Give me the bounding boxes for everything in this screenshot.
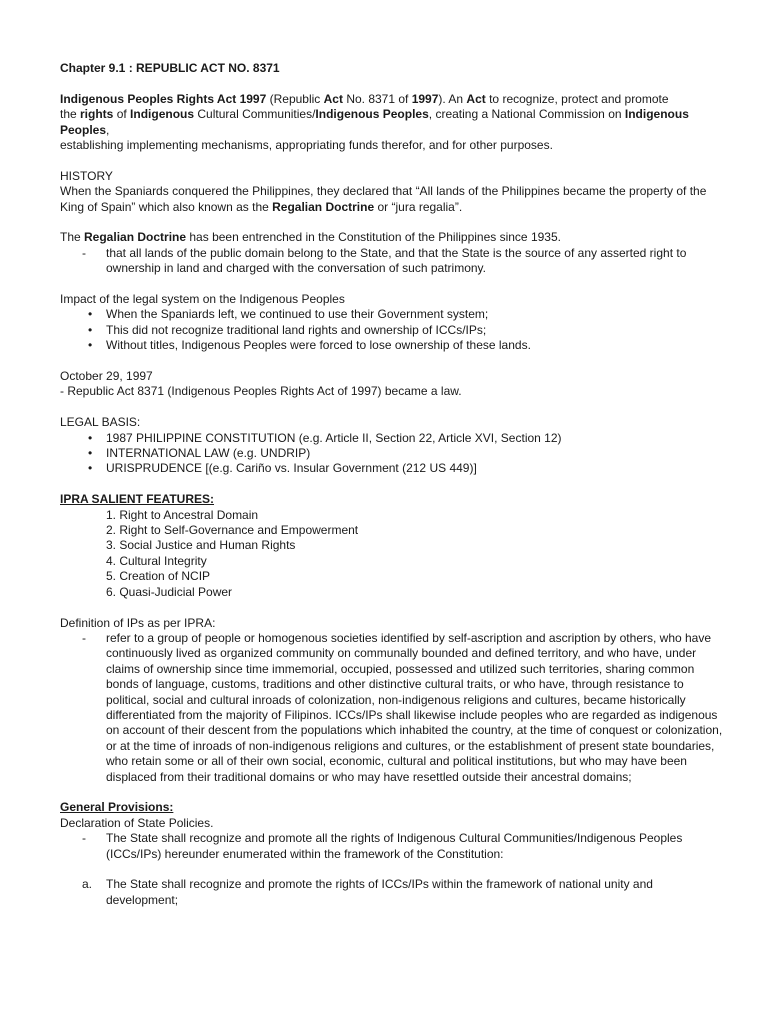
list-item: • This did not recognize traditional land rights and ownership of ICCs/IPs; (60, 323, 724, 338)
legal-basis-section (60, 415, 724, 477)
list-item: • INTERNATIONAL LAW (e.g. UNDRIP) (60, 446, 724, 461)
history-heading: HISTORY (60, 168, 113, 183)
act-name: Indigenous Peoples Rights Act 1997 (60, 91, 267, 106)
list-item: 1. Right to Ancestral Domain (106, 507, 259, 522)
list-item: 3. Social Justice and Human Rights (106, 538, 296, 553)
impact-section (60, 292, 724, 354)
impact-heading: Impact of the legal system on the Indigenous Peoples (60, 292, 345, 307)
date-section: October 29, 1997 - Republic Act 8371 (Indigenous Peoples Rights Act of 1997) became a law. (60, 369, 724, 400)
definition-section (60, 616, 724, 785)
law-date: October 29, 1997 (60, 369, 153, 384)
features-heading: IPRA SALIENT FEATURES: (60, 492, 215, 507)
state-policy-intro: - The State shall recognize and promote all the rights of Indigenous Cultural Communities/Indigenous Peoples (ICCs/IPs) hereunder enumerated within the framework of the Constitution: (82, 831, 683, 861)
general-provisions-section (60, 800, 724, 908)
document-title: Chapter 9.1 : REPUBLIC ACT NO. 8371 (60, 61, 280, 75)
document-page (60, 61, 724, 908)
list-item: • When the Spaniards left, we continued to use their Government system; (60, 307, 724, 322)
list-item: • URISPRUDENCE [(e.g. Cariño vs. Insular Government (212 US 449)] (60, 461, 724, 476)
intro-paragraph: Indigenous Peoples Rights Act 1997 (Republic Act No. 8371 of 1997). An Act to recognize, protect and promote the rights of Indigenous Cultural Communities/Indigenous Peoples, creating a National Commission on Indigenous Peoples, establishing implementing mechanisms, appropriating funds therefor, and for other purposes. (60, 91, 689, 153)
impact-list (60, 307, 724, 353)
definition-heading: Definition of IPs as per IPRA: (60, 615, 216, 630)
features-section (60, 492, 724, 600)
list-item: 2. Right to Self-Governance and Empowerment (106, 523, 359, 538)
legal-basis-list (60, 431, 724, 477)
list-item: 4. Cultural Integrity (106, 553, 207, 568)
list-item: 5. Creation of NCIP (106, 569, 211, 584)
state-policies-subheading: Declaration of State Policies. (60, 815, 214, 830)
history-section: HISTORY When the Spaniards conquered the Philippines, they declared that “All lands of the Philippines became the property of the King of Spain” which also known as the Regalian Doctrine or “jura regalia”. (60, 169, 724, 215)
legal-basis-heading: LEGAL BASIS: (60, 415, 141, 430)
list-item: • Without titles, Indigenous Peoples were forced to lose ownership of these lands. (60, 338, 724, 353)
regalian-section: The Regalian Doctrine has been entrenched in the Constitution of the Philippines since 1935. - that all lands of the public domain belong to the State, and that the State is the source of any asserted right to ownership in land and charged with the conversation of such patrimony. (60, 230, 724, 276)
list-item: • 1987 PHILIPPINE CONSTITUTION (e.g. Article II, Section 22, Article XVI, Section 12) (60, 431, 724, 446)
general-provisions-heading: General Provisions: (60, 800, 174, 815)
definition-text: - refer to a group of people or homogenous societies identified by self-ascription and ascription by others, who have continuously lived as organized community on communally bounded and defined territory, and who have, under claims of ownership since time immemorial, occupied, possessed and utilized such territories, sharing common bonds of language, customs, traditions and other distinctive cultural traits, or who have, through resistance to political, social and cultural inroads of colonization, non-indigenous religions and cultures, became historically differentiated from the majority of Filipinos. ICCs/IPs shall likewise include peoples who are regarded as indigenous on account of their descent from the populations which inhabited the country, at the time of conquest or colonization, or at the time of inroads of non-indigenous religions and cultures, or the establishment of present state boundaries, who retain some or all of their own social, economic, cultural and political institutions, but who may have been displaced from their traditional domains or who may have resettled outside their ancestral domains; (82, 630, 723, 784)
state-policy-item-a: a. The State shall recognize and promote the rights of ICCs/IPs within the framework of national unity and development; (82, 877, 653, 907)
list-item: 6. Quasi-Judicial Power (106, 584, 233, 599)
regalian-dash-item: - that all lands of the public domain belong to the State, and that the State is the source of any asserted right to ownership in land and charged with the conversation of such patrimony. (82, 245, 687, 276)
